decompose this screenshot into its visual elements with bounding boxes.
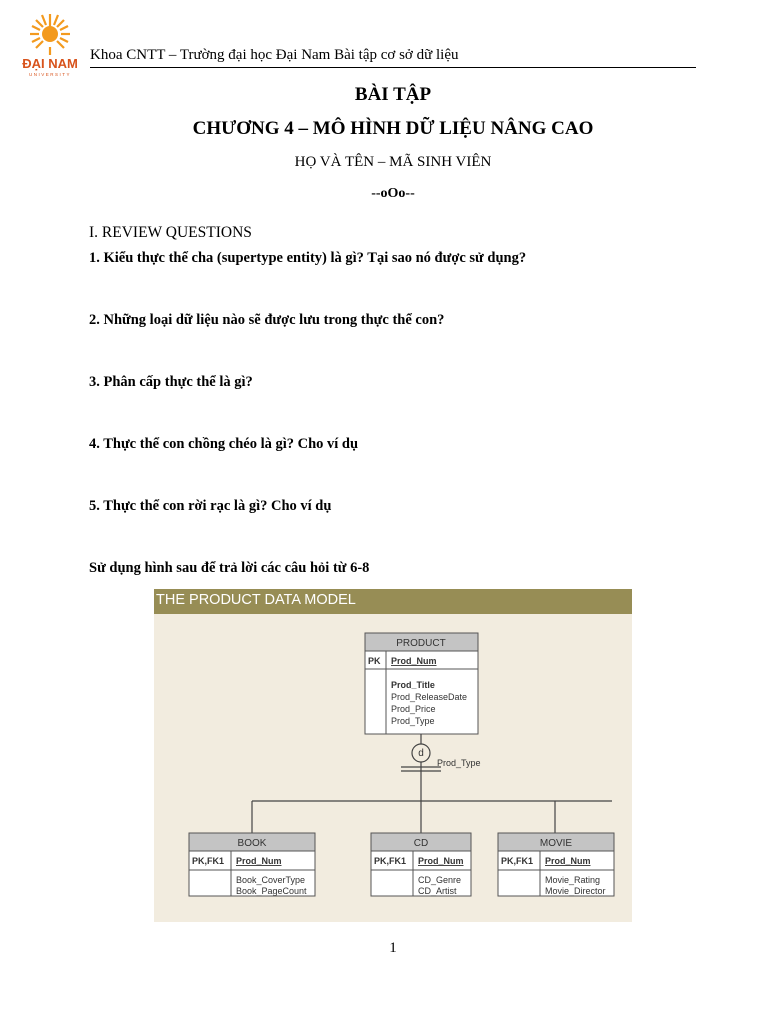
question-5: 5. Thực thể con rời rạc là gì? Cho ví dụ [89, 498, 332, 514]
page-number: 1 [389, 940, 397, 956]
movie-entity [498, 833, 614, 896]
university-logo [8, 10, 90, 80]
subtype-discriminator: Prod_Type [437, 758, 481, 768]
movie-entity-name: MOVIE [539, 838, 573, 849]
title-ornament: --oOo-- [371, 186, 415, 201]
logo-subtext: UNIVERSITY [28, 72, 72, 77]
figure-title: THE PRODUCT DATA MODEL [156, 592, 356, 608]
cd-key-attr: Prod_Num [418, 856, 464, 866]
page-header: Khoa CNTT – Trường đại học Đại Nam Bài tập cơ sở dữ liệu [90, 47, 459, 63]
sun-logo-icon [8, 10, 90, 80]
movie-key-attr: Prod_Num [545, 856, 591, 866]
question-2: 2. Những loại dữ liệu nào sẽ được lưu trong thực thể con? [89, 312, 445, 328]
movie-attr-director: Movie_Director [545, 886, 606, 896]
cd-entity [371, 833, 471, 896]
cd-entity-name: CD [413, 838, 429, 849]
subtype-connector [252, 734, 612, 833]
product-attr-title: Prod_Title [391, 680, 435, 690]
product-attr-releasedate: Prod_ReleaseDate [391, 692, 468, 702]
document-title: BÀI TẬP [354, 84, 432, 105]
logo-text: ĐẠI NAM [22, 56, 78, 71]
product-entity [365, 633, 478, 734]
book-pk-label: PK,FK1 [192, 856, 225, 866]
figure-intro: Sử dụng hình sau để trả lời các câu hỏi từ 6-8 [89, 560, 370, 576]
question-1: 1. Kiểu thực thể cha (supertype entity) là gì? Tại sao nó được sử dụng? [89, 250, 527, 266]
product-data-model-figure [154, 589, 632, 922]
chapter-title: CHƯƠNG 4 – MÔ HÌNH DỮ LIỆU NÂNG CAO [192, 118, 594, 139]
figure-title-band [154, 589, 632, 614]
book-attr-covertype: Book_CoverType [236, 875, 306, 885]
product-pk-label: PK [368, 656, 381, 666]
section-heading: I. REVIEW QUESTIONS [89, 224, 252, 241]
movie-pk-label: PK,FK1 [501, 856, 534, 866]
book-attr-pagecount: Book_PageCount [236, 886, 307, 896]
question-4: 4. Thực thể con chồng chéo là gì? Cho ví dụ [89, 436, 359, 452]
cd-attr-genre: CD_Genre [418, 875, 462, 885]
book-key-attr: Prod_Num [236, 856, 282, 866]
movie-attr-rating: Movie_Rating [545, 875, 601, 885]
disjoint-symbol-label: d [418, 748, 424, 759]
book-entity [189, 833, 315, 896]
product-attr-price: Prod_Price [391, 704, 436, 714]
product-attr-type: Prod_Type [391, 716, 435, 726]
cd-pk-label: PK,FK1 [374, 856, 407, 866]
product-key-attr: Prod_Num [391, 656, 437, 666]
cd-attr-artist: CD_Artist [418, 886, 457, 896]
question-3: 3. Phân cấp thực thể là gì? [89, 374, 253, 390]
book-entity-name: BOOK [237, 838, 267, 849]
er-diagram [154, 614, 632, 922]
student-info-line: HỌ VÀ TÊN – MÃ SINH VIÊN [294, 154, 492, 170]
product-entity-name: PRODUCT [396, 638, 446, 649]
header-divider [90, 67, 696, 68]
